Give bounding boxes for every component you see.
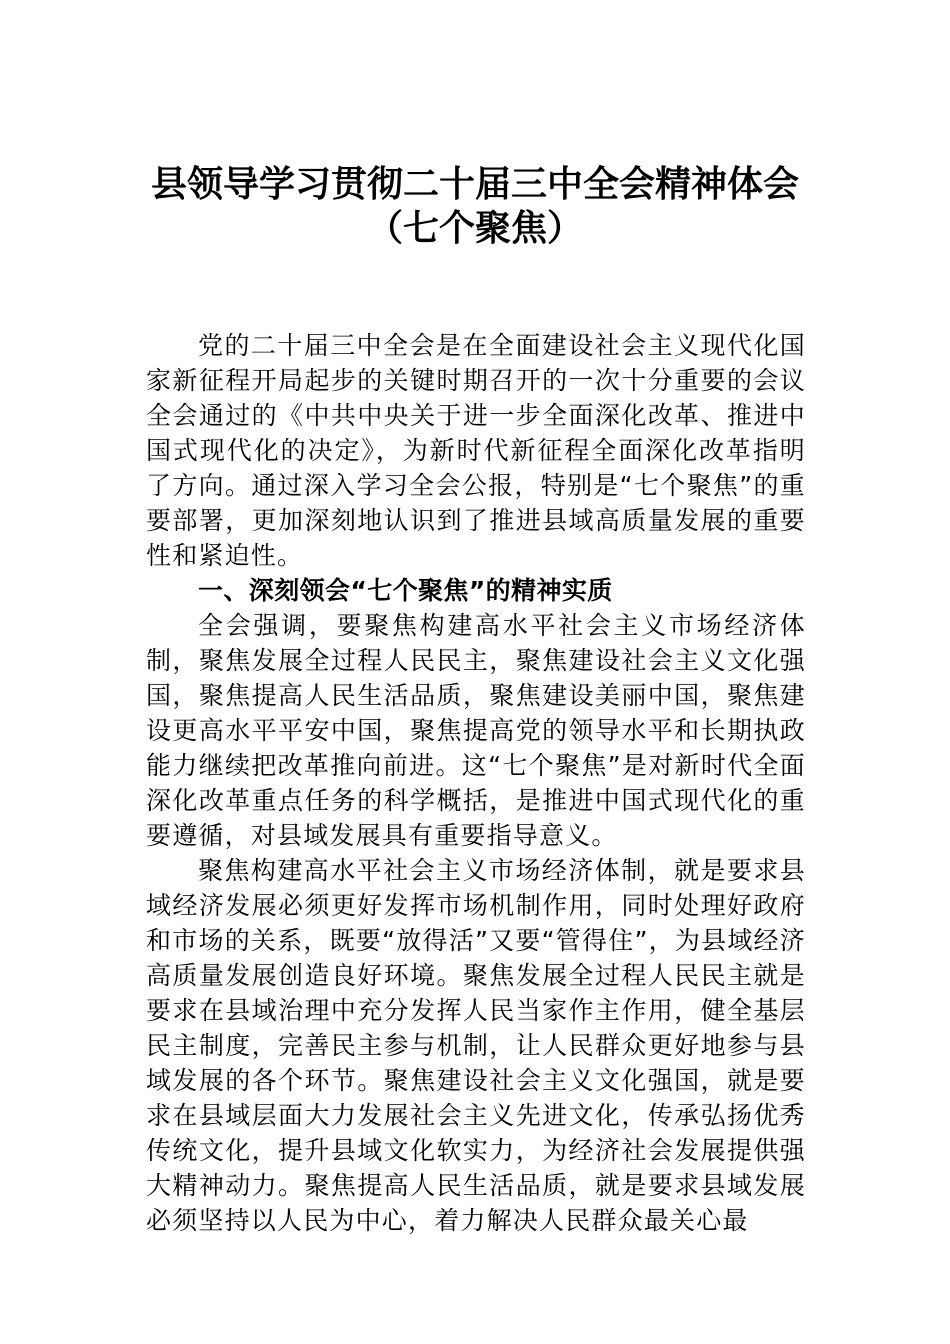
document-subtitle: （七个聚焦） [366, 207, 583, 249]
body-paragraph: 聚焦构建高水平社会主义市场经济体制，就是要求县域经济发展必须更好发挥市场机制作用，同时处理好政府和市场的关系，既要“放得活”又要“管得住”，为县域经济高质量发展创造良好环境。聚焦发展全过程人民民主就是要求在县域治理中充分发挥人民当家作主作用，健全基层民主制度，完善民主参与机制，让人民群众更好地参与县域发展的各个环节。聚焦建设社会主义文化强国，就是要求在县域层面大力发展社会主义先进文化，传承弘扬优秀传统文化，提升县域文化软实力，为经济社会发展提供强大精神动力。聚焦提高人民生活品质，就是要求县域发展必须坚持以人民为中心，着力解决人民群众最关心最 [146, 856, 806, 1235]
document-body [146, 328, 806, 1238]
section-heading-1: 一、深刻领会“七个聚焦”的精神实质 [198, 576, 613, 605]
document-title: 县领导学习贯彻二十届三中全会精神体会 [150, 163, 799, 205]
body-paragraph: 全会强调，要聚焦构建高水平社会主义市场经济体制，聚焦发展全过程人民民主，聚焦建设社会主义文化强国，聚焦提高人民生活品质，聚焦建设美丽中国，聚焦建设更高水平平安中国，聚焦提高党的领导水平和长期执政能力继续把改革推向前进。这“七个聚焦”是对新时代全面深化改革重点任务的科学概括，是推进中国式现代化的重要遵循，对县域发展具有重要指导意义。 [146, 611, 806, 850]
intro-paragraph: 党的二十届三中全会是在全面建设社会主义现代化国家新征程开局起步的关键时期召开的一次十分重要的会议全会通过的《中共中央关于进一步全面深化改革、推进中国式现代化的决定》，为新时代新征程全面深化改革指明了方向。通过深入学习全会公报，特别是“七个聚焦”的重要部署，更加深刻地认识到了推进县域高质量发展的重要性和紧迫性。 [146, 331, 806, 570]
